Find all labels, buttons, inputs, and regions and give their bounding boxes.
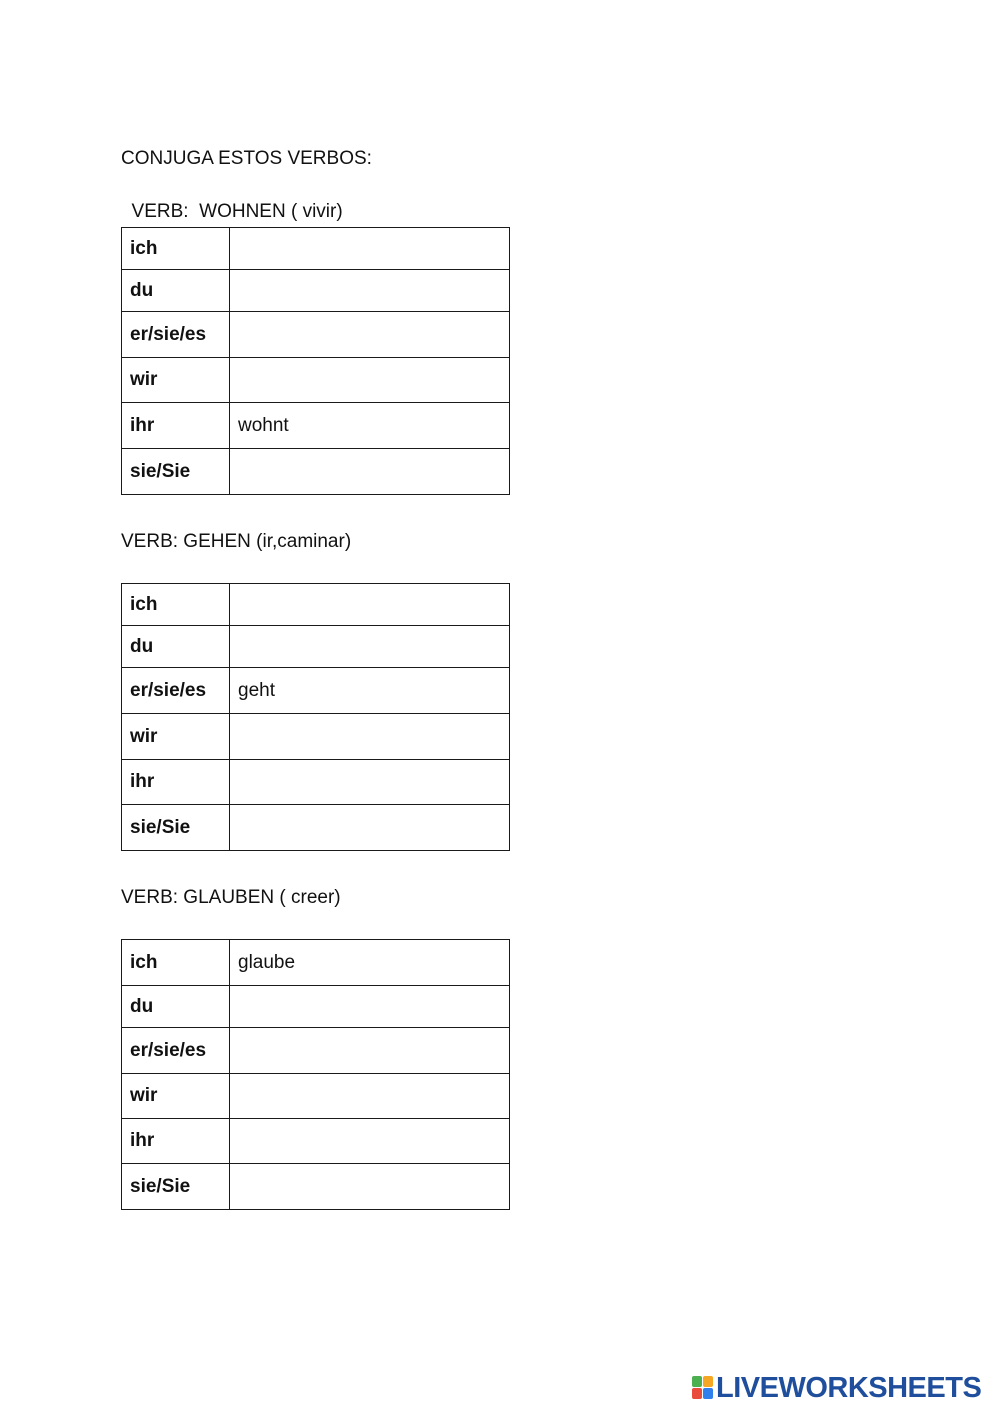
answer-cell[interactable]: [230, 270, 510, 312]
table-row: [122, 714, 510, 760]
conjugation-table-wohnen: [121, 227, 510, 495]
answer-cell[interactable]: [230, 1164, 510, 1210]
table-row: [122, 986, 510, 1028]
table-row: [122, 626, 510, 668]
instructions-heading: CONJUGA ESTOS VERBOS:: [121, 148, 372, 169]
table-row: [122, 449, 510, 495]
answer-cell[interactable]: [230, 760, 510, 805]
conjugation-table-gehen: [121, 583, 510, 851]
pronoun-cell: er/sie/es: [122, 312, 230, 358]
conjugation-table-glauben: [121, 939, 510, 1210]
answer-cell[interactable]: [230, 1074, 510, 1119]
answer-cell[interactable]: [230, 228, 510, 270]
pronoun-cell: ich: [122, 228, 230, 270]
answer-cell[interactable]: [230, 1028, 510, 1074]
table-row: [122, 805, 510, 851]
answer-cell[interactable]: [230, 626, 510, 668]
answer-cell[interactable]: [230, 805, 510, 851]
table-row: [122, 668, 510, 714]
table-row: [122, 1164, 510, 1210]
answer-cell[interactable]: wohnt: [230, 403, 510, 449]
pronoun-cell: du: [122, 626, 230, 668]
table-row: [122, 312, 510, 358]
pronoun-cell: wir: [122, 714, 230, 760]
pronoun-cell: sie/Sie: [122, 449, 230, 495]
table-row: [122, 584, 510, 626]
table-row: [122, 940, 510, 986]
verb-title-glauben: VERB: GLAUBEN ( creer): [121, 887, 341, 908]
answer-cell[interactable]: [230, 584, 510, 626]
answer-cell[interactable]: [230, 1119, 510, 1164]
table-row: [122, 270, 510, 312]
table-row: [122, 1074, 510, 1119]
answer-cell[interactable]: geht: [230, 668, 510, 714]
brand-name: LIVEWORKSHEETS: [716, 1371, 982, 1404]
answer-cell[interactable]: [230, 714, 510, 760]
pronoun-cell: ich: [122, 940, 230, 986]
pronoun-cell: ihr: [122, 1119, 230, 1164]
answer-cell[interactable]: [230, 312, 510, 358]
pronoun-cell: sie/Sie: [122, 805, 230, 851]
pronoun-cell: du: [122, 270, 230, 312]
pronoun-cell: er/sie/es: [122, 1028, 230, 1074]
liveworksheets-logo-icon: [692, 1376, 714, 1400]
answer-cell[interactable]: [230, 358, 510, 403]
pronoun-cell: wir: [122, 358, 230, 403]
table-row: [122, 760, 510, 805]
answer-cell[interactable]: [230, 986, 510, 1028]
table-row: [122, 1119, 510, 1164]
verb-title-wohnen: VERB: WOHNEN ( vivir): [121, 201, 343, 222]
pronoun-cell: du: [122, 986, 230, 1028]
pronoun-cell: ihr: [122, 760, 230, 805]
answer-cell[interactable]: glaube: [230, 940, 510, 986]
liveworksheets-brand[interactable]: [692, 1373, 981, 1403]
verb-title-gehen: VERB: GEHEN (ir,caminar): [121, 531, 352, 552]
pronoun-cell: wir: [122, 1074, 230, 1119]
pronoun-cell: ich: [122, 584, 230, 626]
answer-cell[interactable]: [230, 449, 510, 495]
table-row: [122, 403, 510, 449]
table-row: [122, 1028, 510, 1074]
table-row: [122, 358, 510, 403]
pronoun-cell: ihr: [122, 403, 230, 449]
pronoun-cell: er/sie/es: [122, 668, 230, 714]
pronoun-cell: sie/Sie: [122, 1164, 230, 1210]
table-row: [122, 228, 510, 270]
